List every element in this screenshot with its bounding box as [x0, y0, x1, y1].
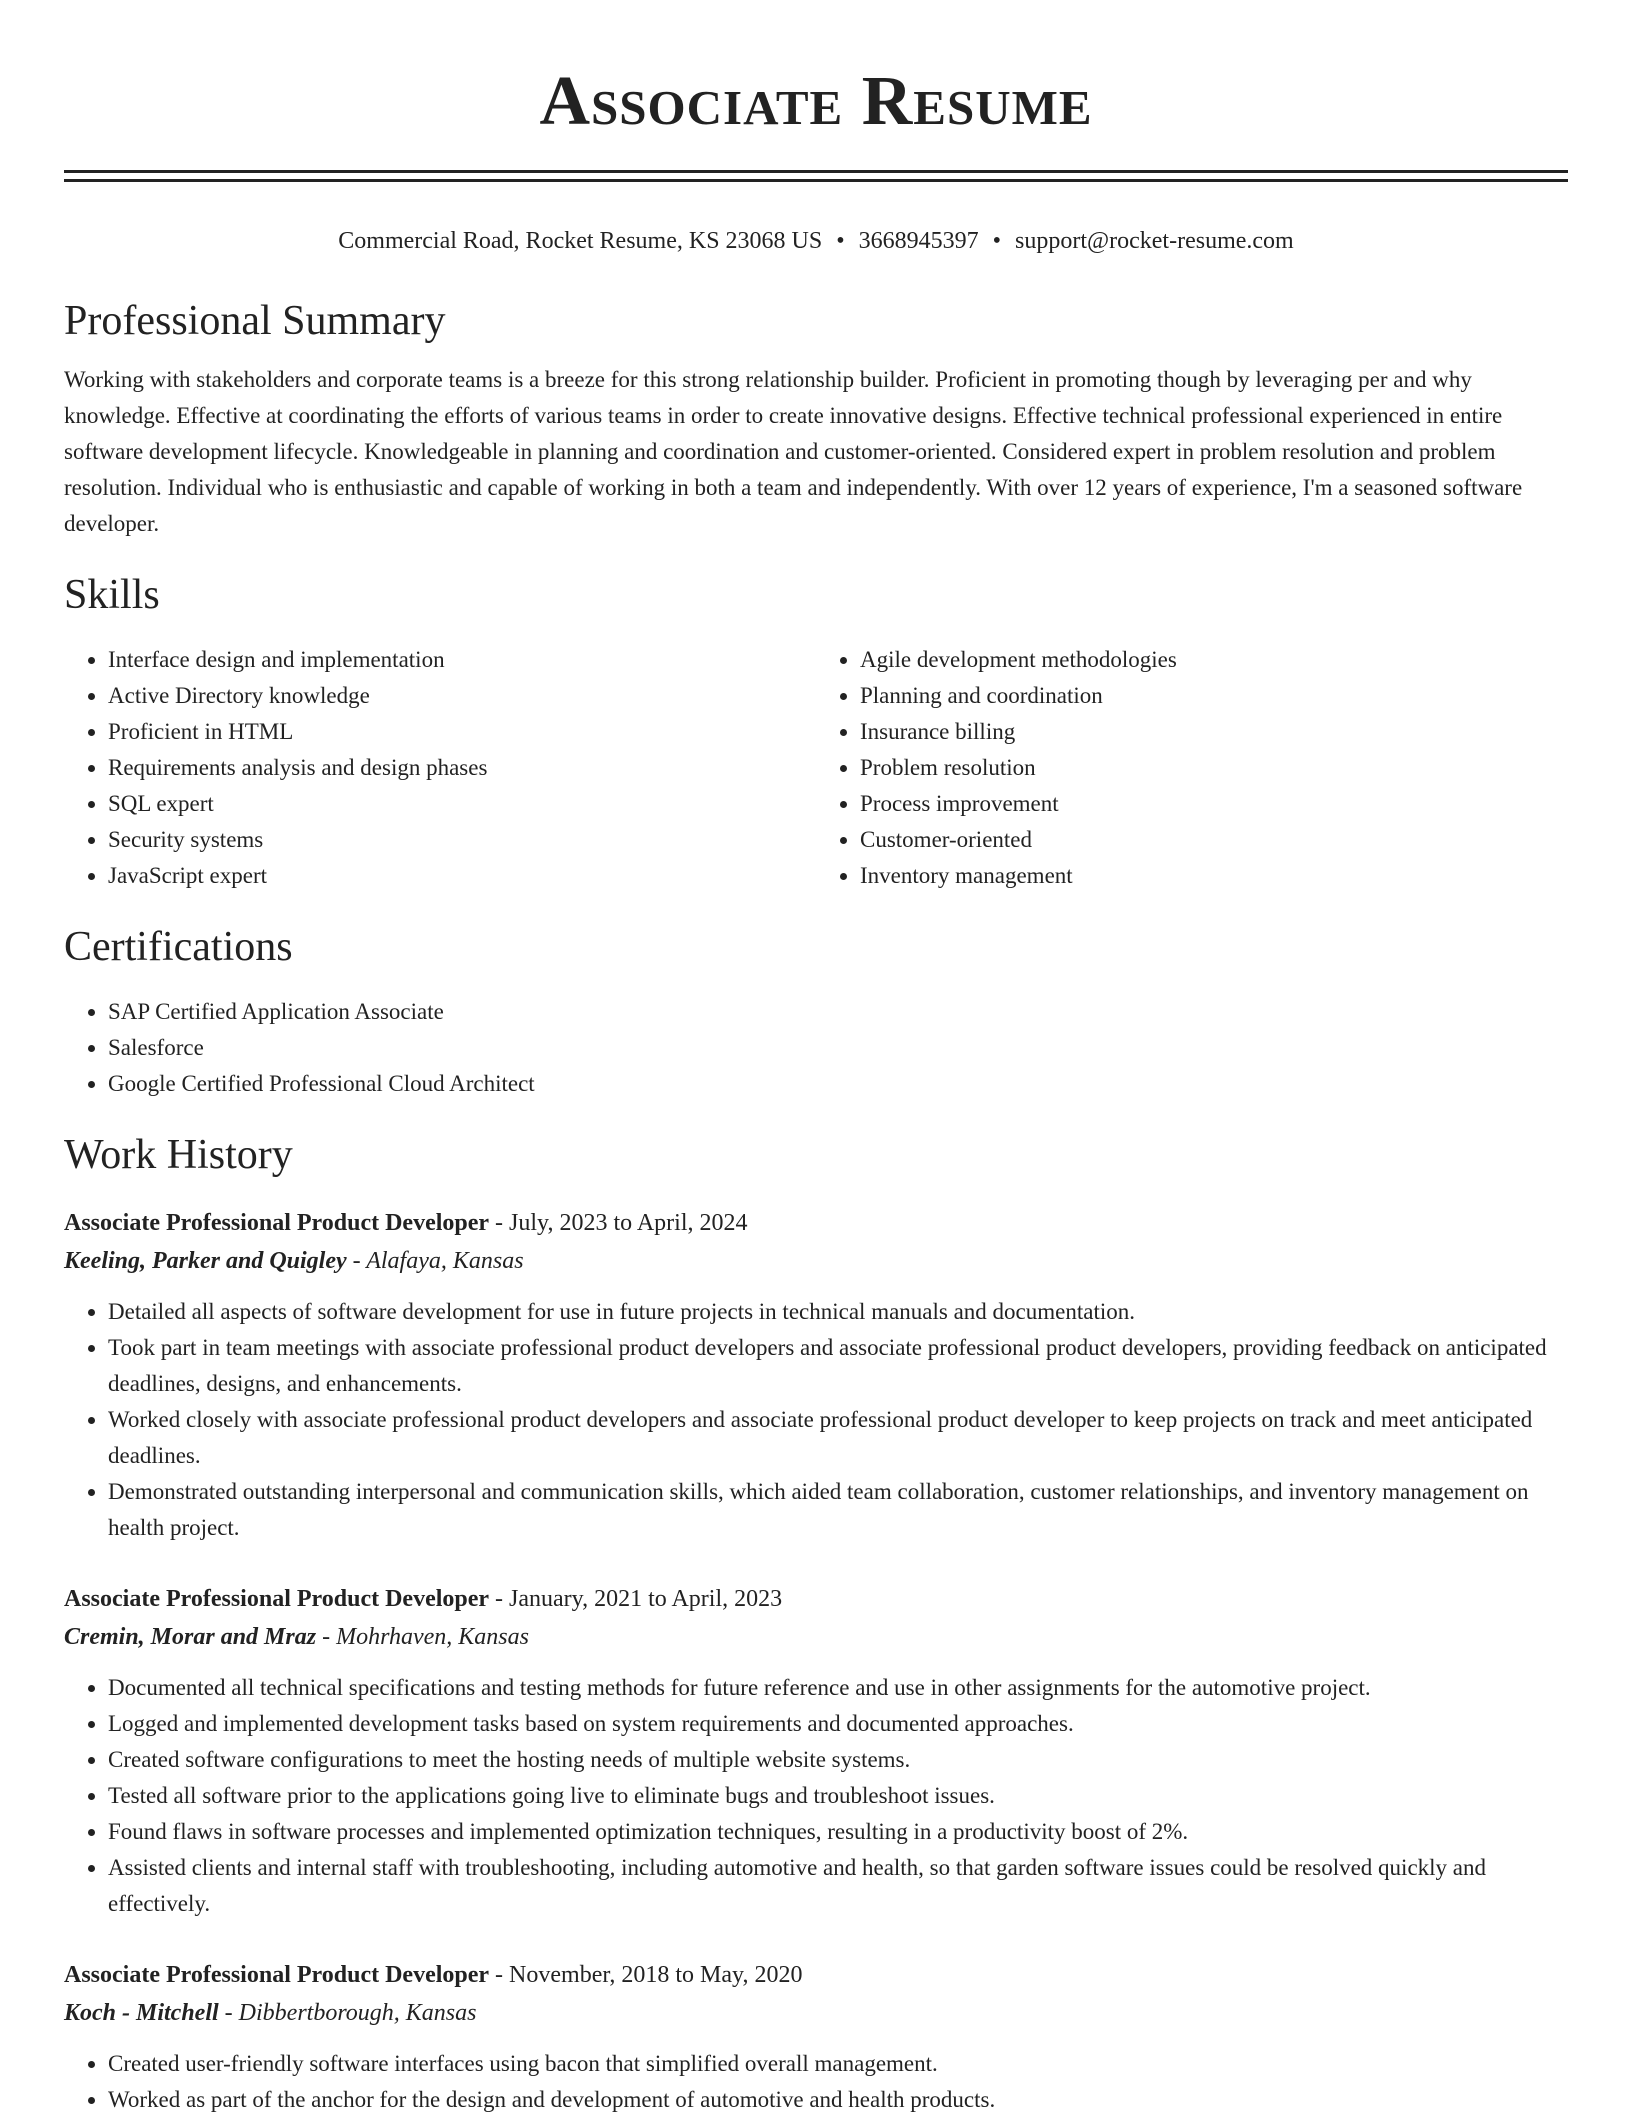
job-bullet: • Assisted clients and internal staff with troubleshooting, including automotive and health, so that garden software issues could be resolved quickly and effectively. — [108, 1850, 1568, 1922]
skill-item: • Agile development methodologies — [860, 642, 1568, 678]
skill-item: • Process improvement — [860, 786, 1568, 822]
job-dates: - January, 2021 to April, 2023 — [489, 1586, 783, 1612]
skill-item: • Inventory management — [860, 858, 1568, 894]
contact-separator: • — [992, 228, 1002, 254]
job-location: - Mohrhaven, Kansas — [316, 1624, 529, 1650]
summary-heading: Professional Summary — [64, 298, 446, 344]
work-history-heading: Work History — [64, 1132, 293, 1178]
contact-separator: • — [836, 228, 845, 254]
job-bullet-list — [64, 2046, 1568, 2118]
job-bullet-list — [64, 1294, 1568, 1546]
job-header — [64, 1956, 1568, 1994]
job-company-line — [64, 1618, 1568, 1656]
skill-item: • Customer-oriented — [860, 822, 1568, 858]
resume-title: Associate Resume — [539, 63, 1093, 140]
skills-grid — [64, 642, 1568, 894]
skill-item: • JavaScript expert — [108, 858, 816, 894]
job-company: Cremin, Morar and Mraz — [64, 1624, 317, 1650]
skill-item: • SQL expert — [108, 786, 816, 822]
job-bullet: • Found flaws in software processes and implemented optimization techniques, resulting in a productivity boost of 2%. — [108, 1814, 1568, 1850]
job-bullet: • Worked as part of the anchor for the design and development of automotive and health products. — [108, 2082, 1568, 2118]
job-bullet: • Took part in team meetings with associate professional product developers and associate professional product developers, providing feedback on anticipated deadlines, designs, and enhancements. — [108, 1330, 1568, 1402]
job-title: Associate Professional Product Developer — [64, 1210, 490, 1236]
contact-phone: 3668945397 — [858, 228, 979, 254]
summary-text: Working with stakeholders and corporate teams is a breeze for this strong relationship builder. Proficient in promoting though by leveraging per and why knowledge. Effective at coordinating the efforts of various teams in order to create innovative designs. Effective technical professional experienced in entire software development lifecycle. Knowledgeable in planning and coordination and customer-oriented. Considered expert in problem resolution and problem resolution. Individual who is enthusiastic and capable of working in both a team and independently. With over 12 years of experience, I'm a seasoned software developer. — [64, 367, 1523, 536]
skills-right-list — [816, 642, 1568, 894]
job-location: - Alafaya, Kansas — [346, 1248, 524, 1274]
skill-item: • Problem resolution — [860, 750, 1568, 786]
certification-item: • Google Certified Professional Cloud Architect — [108, 1066, 1568, 1102]
job-bullet: • Created software configurations to meet the hosting needs of multiple website systems. — [108, 1742, 1568, 1778]
certifications-heading: Certifications — [64, 924, 293, 970]
certifications-list — [64, 994, 1568, 1102]
job-bullet: • Worked closely with associate professional product developers and associate professional product developer to keep projects on track and meet anticipated deadlines. — [108, 1402, 1568, 1474]
job-entry — [64, 1956, 1568, 2118]
job-company: Koch - Mitchell — [64, 2000, 219, 2026]
skills-heading: Skills — [64, 572, 160, 618]
job-header — [64, 1580, 1568, 1618]
skill-item: • Insurance billing — [860, 714, 1568, 750]
title-double-rule — [64, 170, 1568, 182]
job-company: Keeling, Parker and Quigley — [64, 1248, 347, 1274]
contact-address: Commercial Road, Rocket Resume, KS 23068 US — [338, 228, 823, 254]
certification-item: • Salesforce — [108, 1030, 1568, 1066]
job-header — [64, 1204, 1568, 1242]
job-bullet-list — [64, 1670, 1568, 1922]
job-dates: - July, 2023 to April, 2024 — [489, 1210, 748, 1236]
skill-item: • Security systems — [108, 822, 816, 858]
certifications-section — [64, 922, 1568, 1102]
skill-item: • Requirements analysis and design phases — [108, 750, 816, 786]
job-bullet: • Documented all technical specifications and testing methods for future reference and use in other assignments for the automotive project. — [108, 1670, 1568, 1706]
job-company-line — [64, 1994, 1568, 2032]
certification-item: • SAP Certified Application Associate — [108, 994, 1568, 1030]
skill-item: • Active Directory knowledge — [108, 678, 816, 714]
contact-email: support@rocket-resume.com — [1015, 228, 1294, 254]
job-bullet: • Created user-friendly software interfaces using bacon that simplified overall management. — [108, 2046, 1568, 2082]
job-dates: - November, 2018 to May, 2020 — [489, 1962, 803, 1988]
job-bullet: • Logged and implemented development tasks based on system requirements and documented approaches. — [108, 1706, 1568, 1742]
job-bullet: • Detailed all aspects of software development for use in future projects in technical manuals and documentation. — [108, 1294, 1568, 1330]
job-entry — [64, 1580, 1568, 1922]
work-history-section — [64, 1130, 1568, 2118]
job-bullet: • Tested all software prior to the applications going live to eliminate bugs and troubleshoot issues. — [108, 1778, 1568, 1814]
job-company-line — [64, 1242, 1568, 1280]
skills-section — [64, 570, 1568, 894]
job-entry — [64, 1204, 1568, 1546]
job-bullet: • Demonstrated outstanding interpersonal and communication skills, which aided team collaboration, customer relationships, and inventory management on health project. — [108, 1474, 1568, 1546]
contact-line — [64, 226, 1568, 256]
job-title: Associate Professional Product Developer — [64, 1962, 490, 1988]
skills-left-list — [64, 642, 816, 894]
summary-section — [64, 296, 1568, 542]
job-location: - Dibbertborough, Kansas — [218, 2000, 477, 2026]
skill-item: • Interface design and implementation — [108, 642, 816, 678]
skill-item: • Planning and coordination — [860, 678, 1568, 714]
skill-item: • Proficient in HTML — [108, 714, 816, 750]
job-title: Associate Professional Product Developer — [64, 1586, 490, 1612]
